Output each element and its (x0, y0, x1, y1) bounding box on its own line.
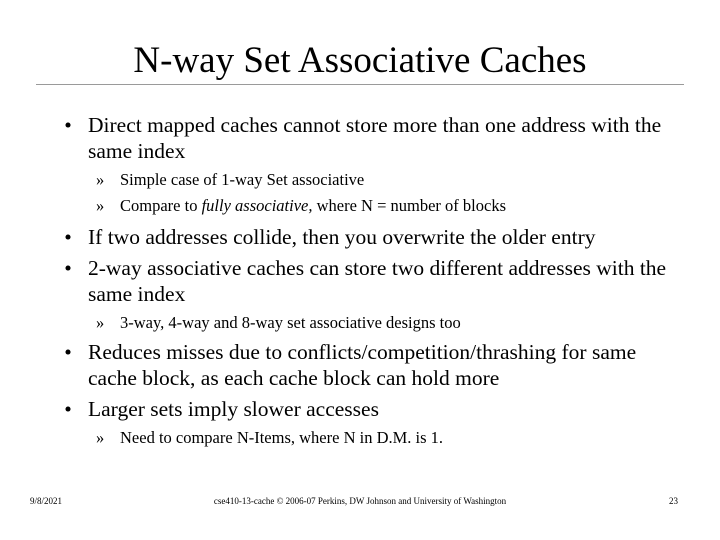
slide-title: N-way Set Associative Caches (133, 40, 587, 81)
sub-bullet-marker-icon: » (96, 196, 105, 215)
sub-bullet-item (96, 313, 680, 333)
bullet-text: Direct mapped caches cannot store more than one address with the same index (88, 113, 662, 163)
sub-bullet-text: 3-way, 4-way and 8-way set associative designs too (120, 313, 461, 332)
sub-bullet-text: Simple case of 1-way Set associative (120, 170, 365, 189)
bullet-dot-icon: • (64, 397, 72, 421)
sub-bullet-text: Need to compare N-Items, where N in D.M. is 1. (120, 428, 444, 447)
sub-bullet-text-italic: fully associative, (201, 196, 313, 215)
page-number: 23 (669, 496, 678, 506)
bullet-dot-icon: • (64, 113, 72, 137)
footer-credit: cse410-13-cache © 2006-07 Perkins, DW Johnson and University of Washington (213, 496, 507, 506)
bullet-item (64, 112, 678, 164)
bullet-dot-icon: • (64, 256, 72, 280)
bullet-text: 2-way associative caches can store two different addresses with the same index (88, 256, 667, 306)
bullet-text: Reduces misses due to conflicts/competition/thrashing for same cache block, as each cache block can hold more (88, 340, 637, 390)
sub-bullet-item (96, 170, 680, 190)
sub-bullet-text-before: Compare to (120, 196, 202, 215)
sub-bullet-marker-icon: » (96, 170, 105, 189)
bullet-dot-icon: • (64, 340, 72, 364)
title-divider (36, 84, 684, 85)
bullet-item (64, 396, 678, 422)
bullet-item (64, 255, 678, 307)
sub-bullet-text-after: where N = number of blocks (312, 196, 506, 215)
sub-bullet-marker-icon: » (96, 313, 105, 332)
bullet-dot-icon: • (64, 225, 72, 249)
sub-bullet-item (96, 428, 680, 448)
sub-bullet-item (96, 196, 680, 216)
bullet-item (64, 224, 678, 250)
footer-date: 9/8/2021 (30, 496, 63, 506)
bullet-item (64, 339, 678, 391)
bullet-text: If two addresses collide, then you overwrite the older entry (88, 225, 596, 249)
sub-bullet-marker-icon: » (96, 428, 105, 447)
bullet-text: Larger sets imply slower accesses (88, 397, 379, 421)
